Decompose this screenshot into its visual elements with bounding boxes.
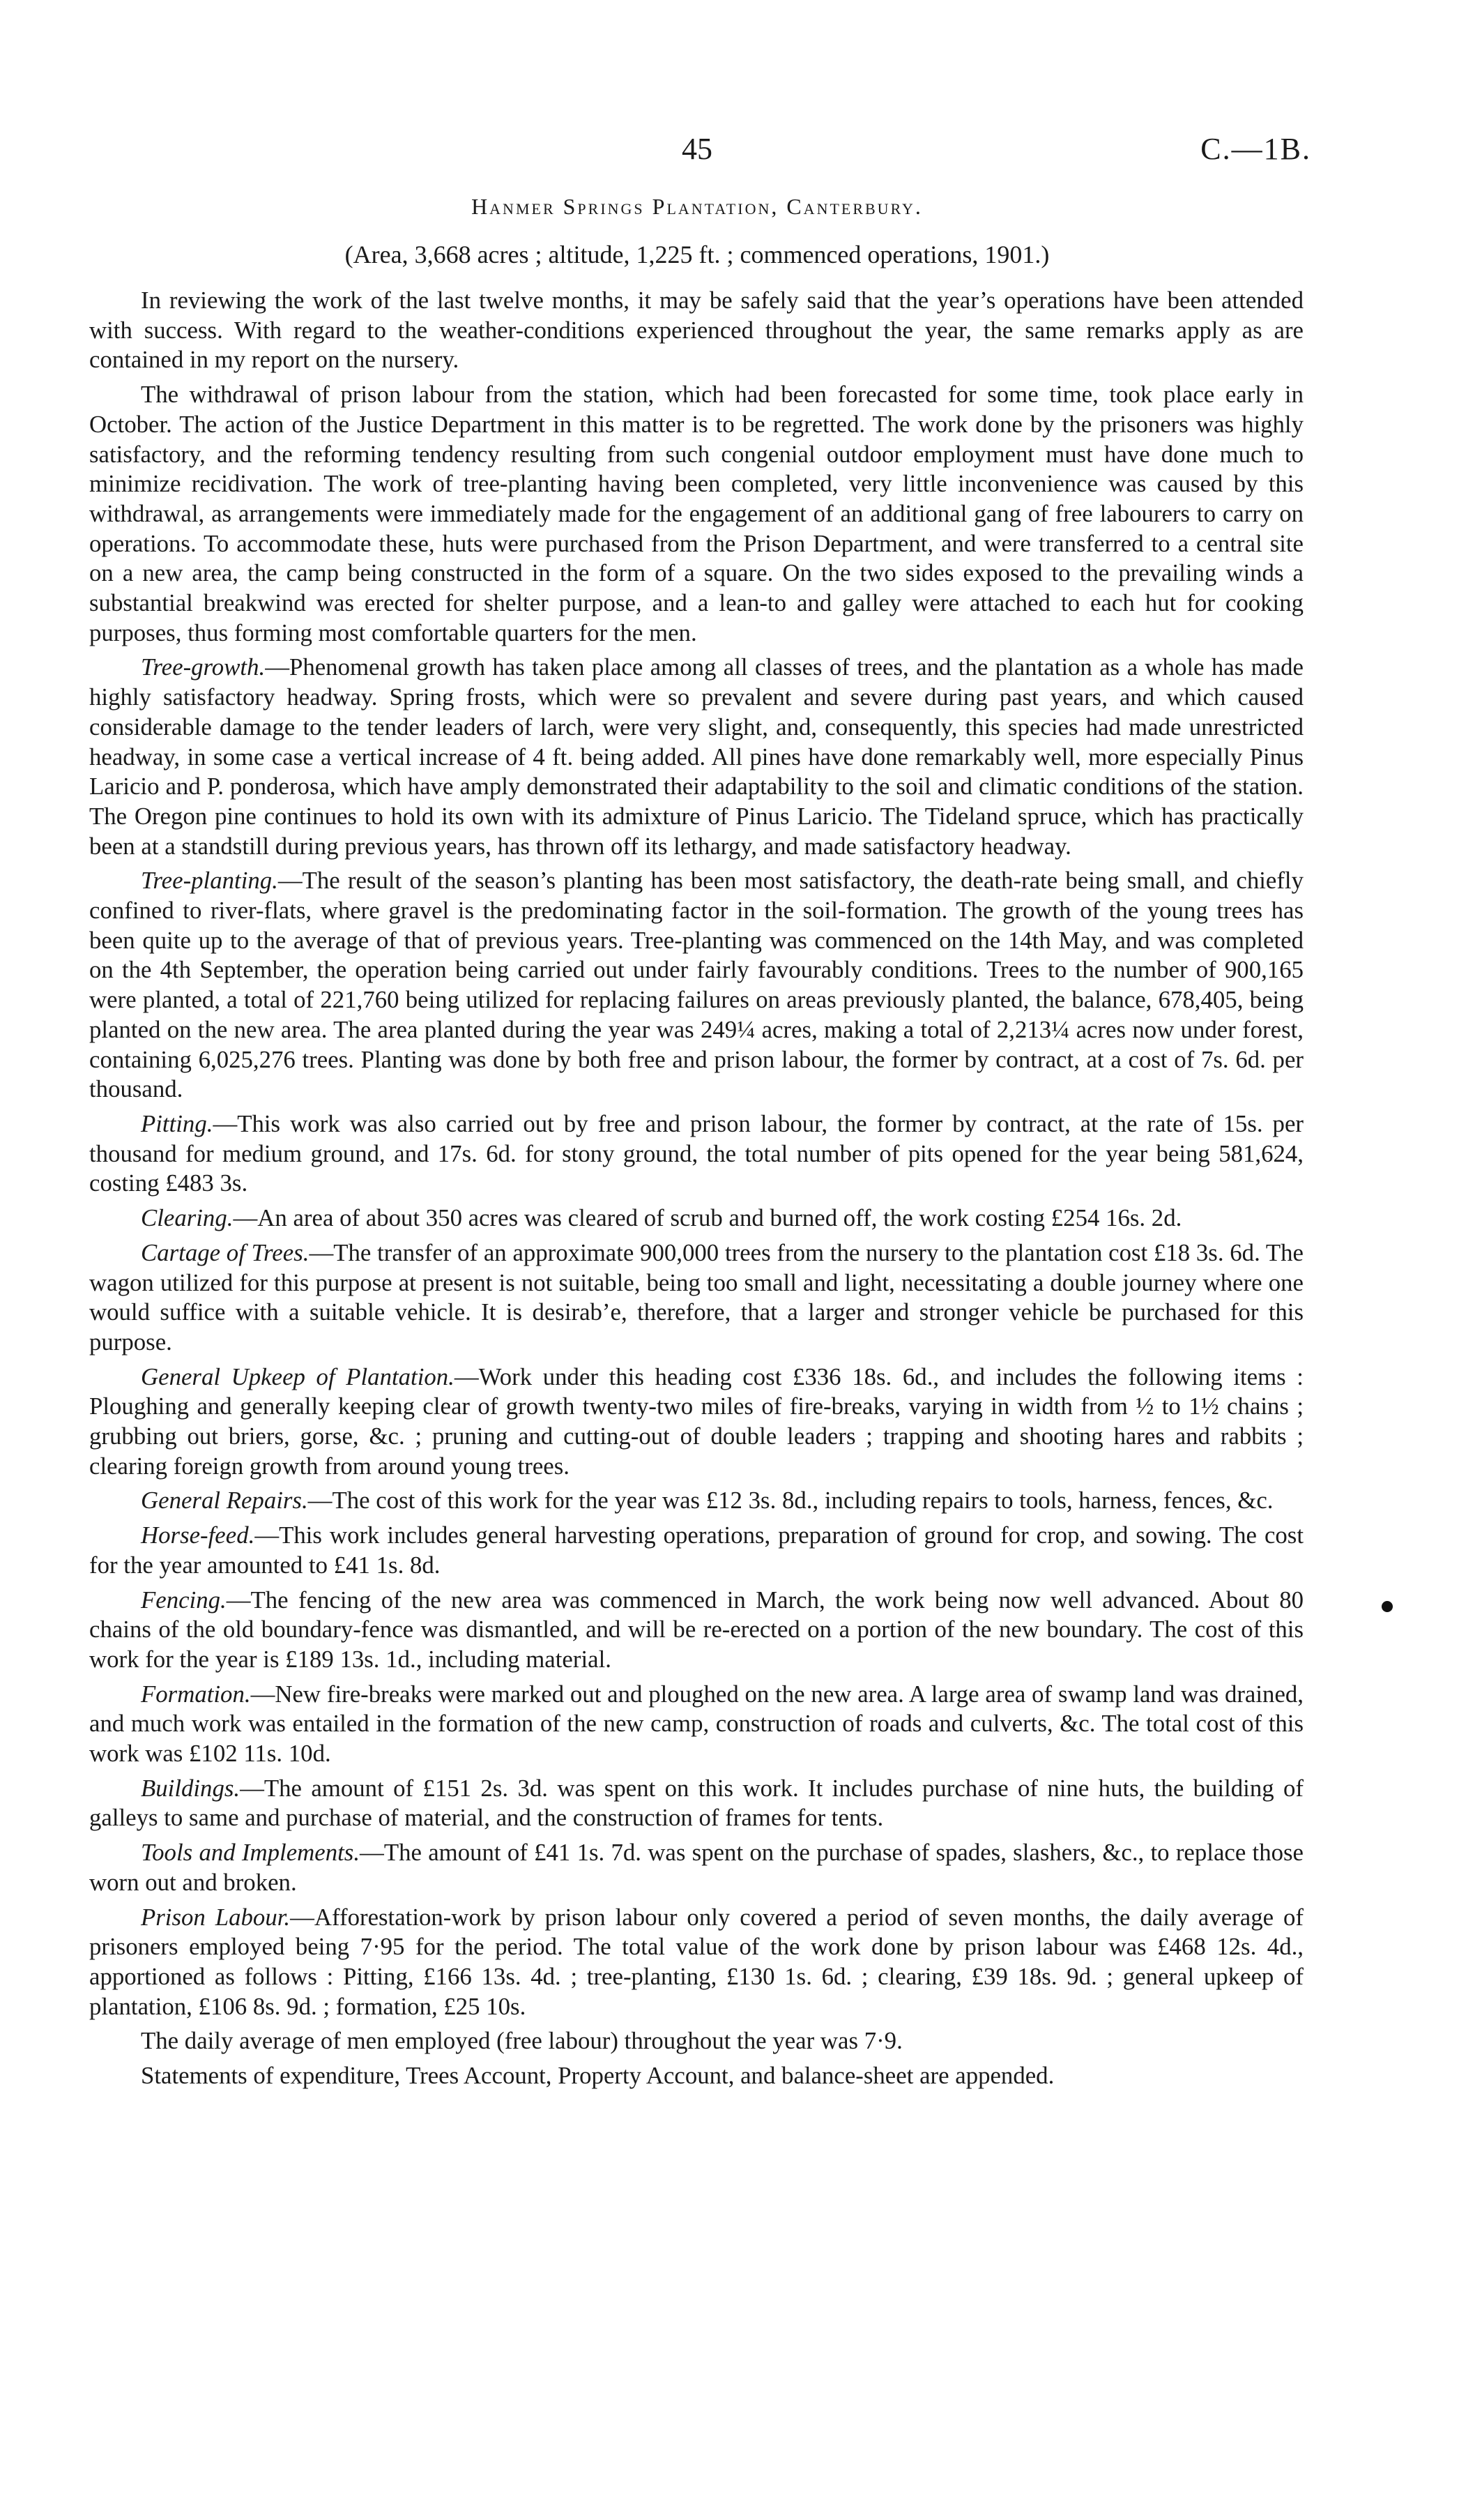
paragraph-statements xyxy=(89,2061,1304,2091)
paragraph-text: —The amount of £41 1s. 7d. was spent on the purchase of spades, slashers, &c., to replace those worn out and broken. xyxy=(89,1839,1304,1896)
paragraph-heading: Horse-feed. xyxy=(141,1521,255,1549)
paragraph-text: The withdrawal of prison labour from the station, which had been forecasted for some time, took place early in October. The action of the Justice Department in this matter is to be regretted. The work done by the prisoners was highly satisfactory, and the reforming tendency resulting from such congenial outdoor employment must have done much to minimize recidivation. The work of tree-planting having been completed, very little inconvenience was caused by this withdrawal, as arrangements were immediately made for the engagement of an additional gang of free labourers to carry on operations. To accommodate these, huts were purchased from the Prison Department, and were transferred to a central site on a new area, the camp being constructed in the form of a square. On the two sides exposed to the prevailing winds a substantial breakwind was erected for shelter purpose, and a lean-to and galley were attached to each hut for cooking purposes, thus forming most comfortable quarters for the men. xyxy=(89,381,1304,646)
paragraph-text: The daily average of men employed (free labour) throughout the year was 7·9. xyxy=(141,2027,903,2055)
paragraph-tree-growth xyxy=(89,653,1304,861)
paragraph-tree-planting xyxy=(89,866,1304,1105)
paragraph-text: —The cost of this work for the year was £12 3s. 8d., including repairs to tools, harness, fences, &c. xyxy=(307,1487,1274,1515)
paragraph-pitting xyxy=(89,1109,1304,1199)
paragraph-tools xyxy=(89,1838,1304,1897)
paragraph-text: —An area of about 350 acres was cleared of scrub and burned off, the work costing £254 16s. 2d. xyxy=(233,1204,1182,1232)
paragraph-heading: General Upkeep of Plantation. xyxy=(141,1363,454,1390)
paragraph-fencing xyxy=(89,1586,1304,1675)
margin-dot xyxy=(1382,1601,1393,1612)
paragraph-buildings xyxy=(89,1774,1304,1833)
paragraph-heading: Buildings. xyxy=(141,1774,240,1802)
document-reference: C.—1B. xyxy=(1200,132,1311,166)
paragraph-text: —This work was also carried out by free and prison labour, the former by contract, at the rate of 15s. per thousand for medium ground, and 17s. 6d. for stony ground, the total number of pits opened for the year being 581,624, costing £483 3s. xyxy=(89,1109,1304,1197)
paragraph-free-labour xyxy=(89,2026,1304,2056)
paragraph-text: Statements of expenditure, Trees Account, Property Account, and balance-sheet are appended. xyxy=(141,2062,1055,2090)
paragraph-text: —The result of the season’s planting has been most satisfactory, the death-rate being small, and chiefly confined to river-flats, where gravel is the predominating factor in the soil-formation. The growth of the young trees has been quite up to the average of that of previous years. Tree-planting was commenced on the 14th May, and was completed on the 4th September, the operation being carried out under fairly favourably conditions. Trees to the number of 900,165 were planted, a total of 221,760 being utilized for replacing failures on areas previously planted, the balance, 678,405, being planted on the new area. The area planted during the year was 249¼ acres, making a total of 2,213¼ acres now under forest, containing 6,025,276 trees. Planting was done by both free and prison labour, the former by contract, at a cost of 7s. 6d. per thousand. xyxy=(89,867,1304,1103)
page-subtitle: (Area, 3,668 acres ; altitude, 1,225 ft. ; commenced operations, 1901.) xyxy=(344,241,1050,268)
page-title: Hanmer Springs Plantation, Canterbury. xyxy=(471,194,923,219)
paragraph-intro xyxy=(89,286,1304,375)
paragraph-heading: Pitting. xyxy=(141,1109,213,1137)
paragraph-heading: General Repairs. xyxy=(141,1487,308,1515)
paragraph-general-repairs xyxy=(89,1486,1304,1516)
body-text xyxy=(89,286,1304,2096)
paragraph-clearing xyxy=(89,1204,1304,1234)
paragraph-horse-feed xyxy=(89,1521,1304,1580)
paragraph-text: In reviewing the work of the last twelve months, it may be safely said that the year’s operations have been attended with success. With regard to the weather-conditions experienced throughout the year, the same remarks apply as are contained in my report on the nursery. xyxy=(89,287,1304,374)
paragraph-text: —Phenomenal growth has taken place among all classes of trees, and the plantation as a whole has made highly satisfactory headway. Spring frosts, which were so prevalent and severe during past years, and which caused considerable damage to the tender leaders of larch, were very slight, and, consequently, this species had made unrestricted headway, in some case a vertical increase of 4 ft. being added. All pines have done remarkably well, more especially Pinus Laricio and P. ponderosa, which have amply demonstrated their adaptability to the soil and climatic conditions of the station. The Oregon pine continues to hold its own with its admixture of Pinus Laricio. The Tideland spruce, which has practically been at a standstill during previous years, has thrown off its lethargy, and made satisfactory headway. xyxy=(89,653,1304,860)
paragraph-heading: Tree-planting. xyxy=(141,867,278,895)
paragraph-heading: Clearing. xyxy=(141,1204,234,1232)
paragraph-cartage xyxy=(89,1238,1304,1358)
paragraph-text: —This work includes general harvesting operations, preparation of ground for crop, and sowing. The cost for the year amounted to £41 1s. 8d. xyxy=(89,1521,1304,1579)
paragraph-prison-labour xyxy=(89,1903,1304,2022)
page-number: 45 xyxy=(682,132,712,166)
paragraph-text: —Work under this heading cost £336 18s. 6d., and includes the following items : Ploughing and generally keeping clear of growth twenty-two miles of fire-breaks, varying in width from ½ to 1½ chains ; grubbing out briers, gorse, &c. ; pruning and cutting-out of double leaders ; trapping and shooting hares and rabbits ; clearing foreign growth from around young trees. xyxy=(89,1363,1304,1480)
paragraph-text: —The transfer of an approximate 900,000 trees from the nursery to the plantation cost £18 3s. 6d. The wagon utilized for this purpose at present is not suitable, being too small and light, necessitating a double journey where one would suffice with a suitable vehicle. It is desirab’e, therefore, that a larger and stronger vehicle be purchased for this purpose. xyxy=(89,1238,1304,1356)
paragraph-heading: Formation. xyxy=(141,1680,251,1708)
paragraph-prison-withdrawal xyxy=(89,380,1304,648)
paragraph-heading: Tree-growth. xyxy=(141,653,266,681)
paragraph-heading: Tools and Implements. xyxy=(141,1839,360,1867)
paragraph-text: —The fencing of the new area was commenced in March, the work being now well advanced. About 80 chains of the old boundary-fence was dismantled, and will be re-erected on a portion of the new boundary. The cost of this work for the year is £189 13s. 1d., including material. xyxy=(89,1586,1304,1673)
paragraph-text: —New fire-breaks were marked out and ploughed on the new area. A large area of swamp land was drained, and much work was entailed in the formation of the new camp, construction of roads and culverts, &c. The total cost of this work was £102 11s. 10d. xyxy=(89,1680,1304,1768)
paragraph-text: —Afforestation-work by prison labour only covered a period of seven months, the daily average of prisoners employed being 7·95 for the period. The total value of the work done by prison labour was £468 12s. 4d., apportioned as follows : Pitting, £166 13s. 4d. ; tree-planting, £130 1s. 6d. ; clearing, £39 18s. 9d. ; general upkeep of plantation, £106 8s. 9d. ; formation, £25 10s. xyxy=(89,1903,1304,2020)
paragraph-heading: Cartage of Trees. xyxy=(141,1238,310,1266)
paragraph-heading: Prison Labour. xyxy=(141,1903,291,1931)
paragraph-formation xyxy=(89,1680,1304,1769)
paragraph-general-upkeep xyxy=(89,1363,1304,1482)
paragraph-heading: Fencing. xyxy=(141,1586,227,1614)
paragraph-text: —The amount of £151 2s. 3d. was spent on this work. It includes purchase of nine huts, the building of galleys to same and purchase of material, and the construction of frames for tents. xyxy=(89,1774,1304,1832)
